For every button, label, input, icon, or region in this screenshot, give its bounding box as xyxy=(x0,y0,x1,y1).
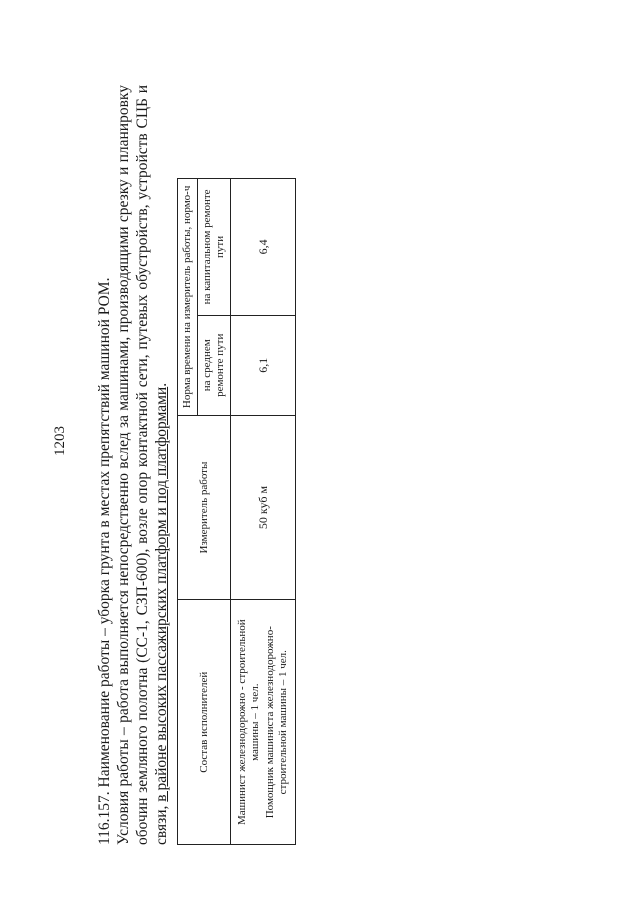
table-header-row xyxy=(178,179,198,845)
mid-repair-value: 6,1 xyxy=(231,315,296,415)
header-norm: Норма времени на измеритель работы, нормо-ч xyxy=(178,179,198,416)
staff-assistant: Помощник машиниста железнодорожно-строительной машины – 1 чел. xyxy=(264,626,289,819)
capital-repair-value: 6,4 xyxy=(231,179,296,316)
header-capital-repair: на капитальном ремонте пути xyxy=(198,179,231,316)
page-number: 1203 xyxy=(52,426,68,456)
header-unit: Измеритель работы xyxy=(178,415,231,600)
document-body xyxy=(96,85,296,845)
conditions-text: Условия работы – работа выполняется непосредственно вслед за машинами, производящими срезку и планировку обочин земляного полотна (СС-1, СЗП-600), возле опор контактной сети, путевых обустройств, устройств СЦБ и связи, xyxy=(115,85,170,845)
work-conditions xyxy=(114,85,171,845)
staff-operator: Машинист железнодорожно - строительной машины – 1 чел. xyxy=(236,619,261,826)
unit-cell: 50 куб м xyxy=(231,415,296,600)
header-staff: Состав исполнителей xyxy=(178,600,231,845)
conditions-underlined-text: в районе высоких пассажирских платформ и под платформами xyxy=(153,386,170,802)
staff-cell xyxy=(231,600,296,845)
header-mid-repair: на среднем ремонте пути xyxy=(198,315,231,415)
section-heading: 116.157. Наименование работы – уборка грунта в местах препятствий машиной РОМ. xyxy=(96,277,113,845)
time-norms-table xyxy=(177,178,296,845)
table-row xyxy=(231,179,296,845)
conditions-end: . xyxy=(153,382,170,387)
